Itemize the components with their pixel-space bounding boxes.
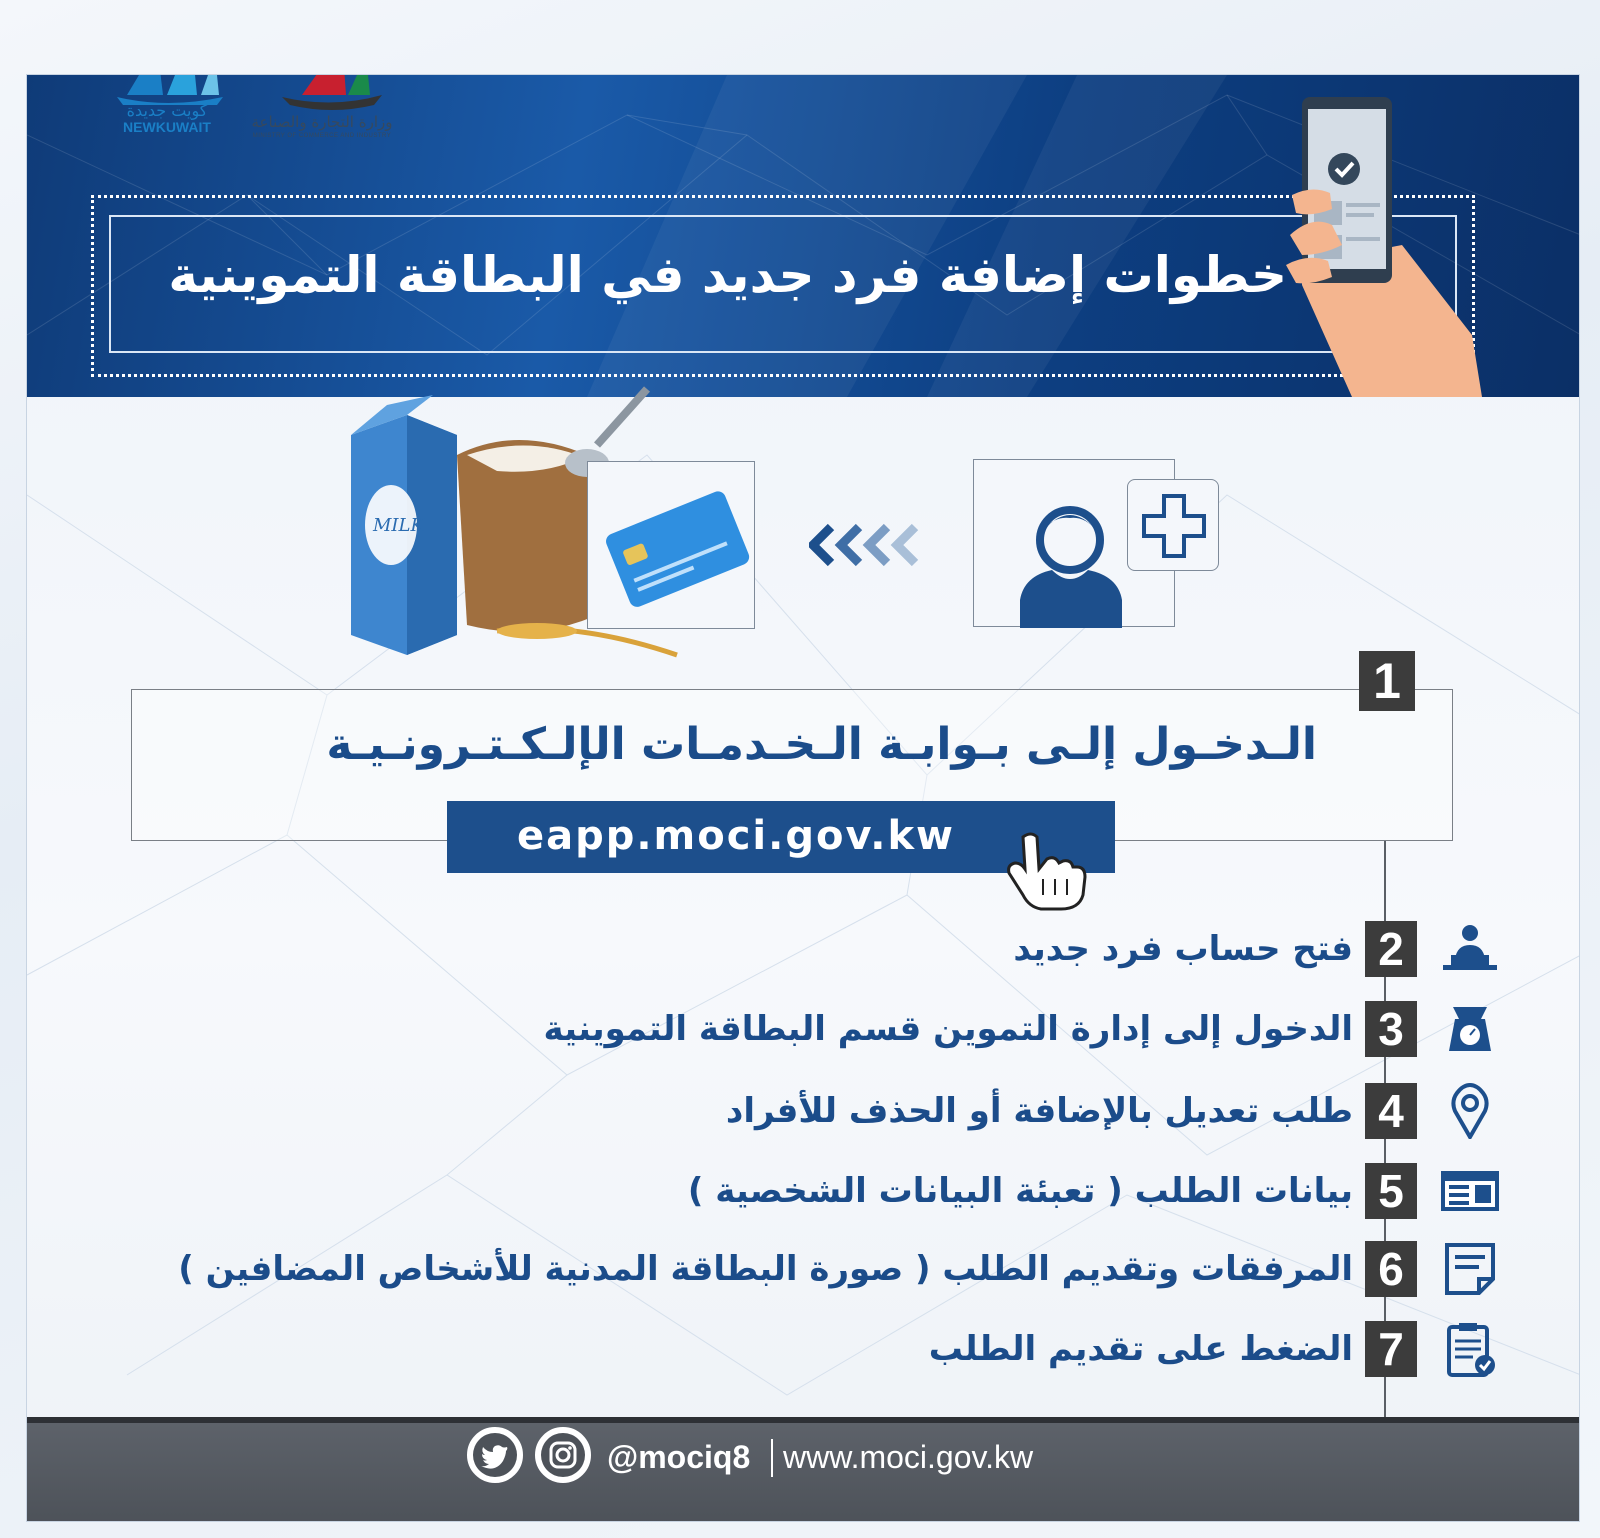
user-laptop-icon [1439, 921, 1501, 977]
step-4-number: 4 [1365, 1083, 1417, 1139]
scale-icon [1439, 1001, 1501, 1057]
instagram-button[interactable] [535, 1427, 591, 1483]
step-5-text: بيانات الطلب ( تعبئة البيانات الشخصية ) [687, 1171, 1353, 1211]
step-3-number: 3 [1365, 1001, 1417, 1057]
step-6-number: 6 [1365, 1241, 1417, 1297]
social-handle[interactable]: @mociq8 [607, 1439, 751, 1475]
twitter-icon [473, 1433, 517, 1477]
step-2-text: فتح حساب فرد جديد [1013, 929, 1353, 969]
step-2-row [27, 921, 1580, 977]
ministry-english: MINISTRY OF COMMERCE AND INDUSTRY [252, 133, 392, 139]
website-link[interactable]: www.moci.gov.kw [783, 1439, 1034, 1475]
step-1-text: الـدخـول إلـى بـوابـة الـخـدمـات الإلـكـتـرونـيـة [326, 719, 1317, 770]
step-4-text: طلب تعديل بالإضافة أو الحذف للأفراد [725, 1091, 1353, 1131]
twitter-icon-bg [473, 1433, 517, 1477]
step-7-number: 7 [1365, 1321, 1417, 1377]
phone-hand-icon [1282, 85, 1482, 397]
clipboard-check-icon [1439, 1321, 1501, 1377]
page-title: خطوات إضافة فرد جديد في البطاقة التموينية [168, 246, 1287, 304]
portal-url-link[interactable]: eapp.moci.gov.kw [447, 801, 1115, 873]
hand-cursor-icon [1003, 829, 1093, 913]
new-kuwait-english: NEWKUWAIT [123, 119, 211, 135]
new-kuwait-arabic: كويت جديدة [126, 101, 208, 120]
step-6-row [27, 1241, 1580, 1297]
footer-strip [27, 1417, 1580, 1423]
card-box [587, 461, 755, 629]
twitter-button[interactable] [467, 1427, 523, 1483]
plus-icon [1128, 480, 1220, 572]
ministry-dhow-icon [242, 74, 402, 111]
add-box [1127, 479, 1219, 571]
credit-card-icon [588, 462, 756, 630]
arrow-left-chevrons-icon [809, 523, 929, 567]
step-5-number: 5 [1365, 1163, 1417, 1219]
step-2-number: 2 [1365, 921, 1417, 977]
step-6-text: المرفقات وتقديم الطلب ( صورة البطاقة المدنية للأشخاص المضافين ) [178, 1249, 1353, 1289]
step-7-row [27, 1321, 1580, 1377]
step-1-number: 1 [1359, 651, 1415, 711]
milk-label: MILK [373, 515, 424, 536]
step-7-text: الضغط على تقديم الطلب [928, 1329, 1353, 1369]
location-pin-icon [1439, 1083, 1501, 1139]
step-3-text: الدخول إلى إدارة التموين قسم البطاقة التموينية [543, 1009, 1353, 1049]
instagram-icon [541, 1433, 585, 1477]
ministry-arabic: وزارة التجارة والصناعة [251, 113, 393, 131]
instagram-icon-bg [541, 1433, 585, 1477]
step-5-row [27, 1163, 1580, 1219]
document-icon [1439, 1241, 1501, 1297]
step-4-row [27, 1083, 1580, 1139]
infographic-card [26, 74, 1580, 1522]
id-card-icon [1439, 1163, 1501, 1219]
step-3-row [27, 1001, 1580, 1057]
footer-separator [771, 1439, 773, 1477]
